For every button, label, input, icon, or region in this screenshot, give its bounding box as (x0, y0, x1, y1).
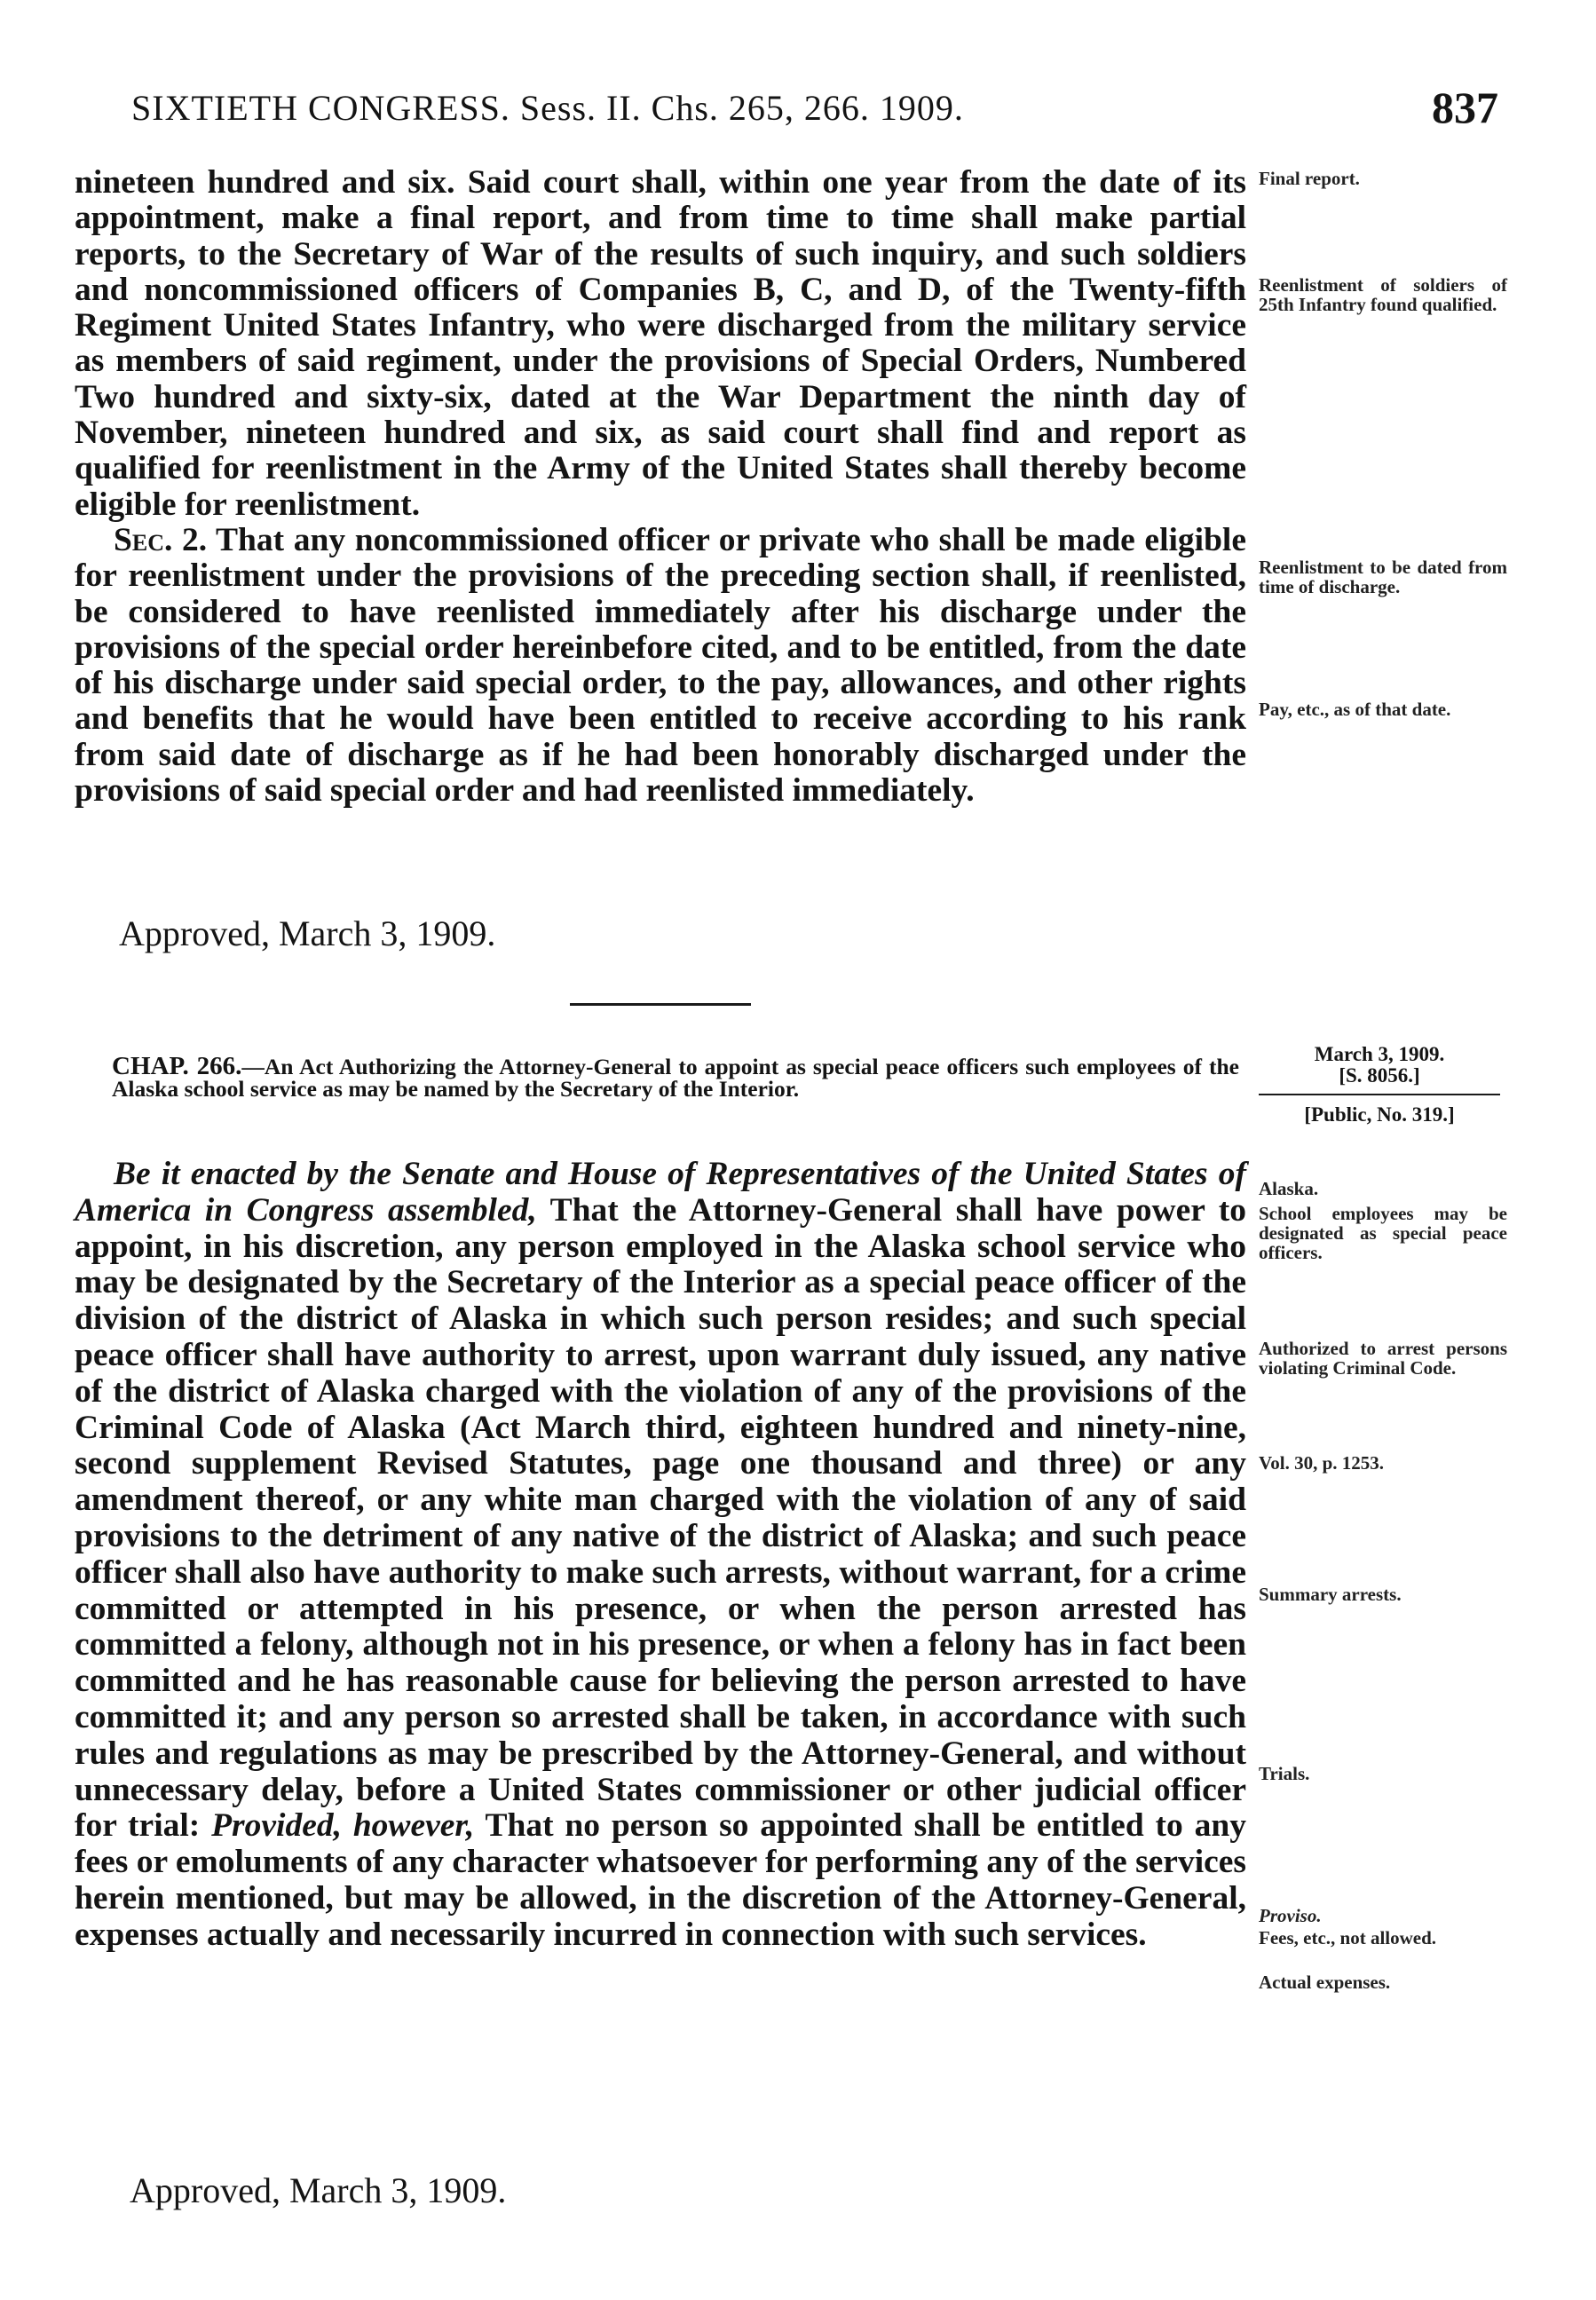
margin-note-summary-arrests: Summary arrests. (1259, 1584, 1402, 1605)
chapter-266-approved: Approved, March 3, 1909. (130, 2170, 507, 2210)
margin-note-authorized-arrest: Authorized to arrest persons violating Criminal Code. (1259, 1338, 1507, 1379)
margin-note-pay: Pay, etc., as of that date. (1259, 699, 1451, 720)
margin-note-alaska: Alaska. (1259, 1178, 1319, 1199)
sidebox-rule (1259, 1094, 1500, 1095)
margin-note-proviso (1259, 1906, 1507, 1925)
chapter-separator-rule (570, 1003, 751, 1006)
chapter-266-caption-text: —An Act Authorizing the Attorney-General to appoint as special peace officers such employees of the Alaska school service as may be named by the Secretary of the Interior. (112, 1054, 1239, 1102)
running-header (131, 82, 1498, 135)
chapter-266-text (75, 1157, 1246, 1954)
proviso-text: That no person so appointed shall be entitled to any fees or emoluments of any character whatsoever for performing any of the services herein mentioned, but may be allowed, in the discretion of the Attorney-General, expenses actually and necessarily incurred in connection with such services. (75, 1807, 1246, 1953)
chapter-266-body-text: That the Attorney-General shall have power to appoint, in his discretion, any person employed in the Alaska school service who may be designated by the Secretary of the Interior as a special peace officer of the division of the district of Alaska in which such person resides; and such special peace officer shall have authority to arrest, upon warrant duly issued, any native of the district of Alaska charged with the violation of any of the provisions of the Criminal Code of Alaska (Act March third, eighteen hundred and ninety-nine, second supplement Revised Statutes, page one thousand and three) or any amendment thereof, or any white man charged with the violation of any of said provisions to the detriment of any native of the district of Alaska; and such peace officer shall also have authority to make such arrests, without warrant, for a crime committed or attempted in his presence, or when the person arrested has committed a felony, although not in his presence, or when a felony has in fact been committed and he has reasonable cause for believing the person arrested to have committed it; and any person so arrested shall be taken, in accordance with such rules and regulations as may be prescribed by the Attorney-General, and without unnecessary delay, before a United States commissioner or other judicial officer for trial: (75, 1191, 1246, 1845)
section-2-label: Sec. 2. (114, 521, 208, 558)
chapter-265-approved: Approved, March 3, 1909. (119, 913, 496, 953)
page-number: 837 (1432, 83, 1498, 132)
enacting-clause: Be it enacted by the Senate and House of Representatives of the United States of America in Congress assembled, (75, 1156, 1246, 1229)
chapter-266-body (75, 1157, 1246, 1954)
proviso-note-label: Proviso. (1259, 1905, 1322, 1926)
margin-note-fees: Fees, etc., not allowed. (1259, 1927, 1437, 1948)
chapter-266-label: CHAP. 266. (112, 1052, 242, 1080)
chapter-266-sidebox (1259, 1044, 1500, 1126)
senate-bill-number: [S. 8056.] (1339, 1064, 1420, 1087)
margin-note-actual-expenses: Actual expenses. (1259, 1972, 1391, 1993)
margin-note-final-report: Final report. (1259, 168, 1360, 189)
section-2-text: That any noncommissioned officer or private who shall be made eligible for reenlistment under the provisions of the preceding section shall, if reenlisted, be considered to have reenlisted immediately after his discharge under the provisions of the special order hereinbefore cited, and to be entitled, from the date of his discharge under said special order, to the pay, allowances, and other rights and benefits that he would have been entitled to receive according to his rank from said date of discharge as if he had been honorably discharged under the provisions of said special order and had reenlisted immediately. (75, 521, 1246, 810)
chapter-265-body (75, 165, 1246, 809)
margin-note-reenlistment: Reenlistment of soldiers of 25th Infantry found qualified. (1259, 274, 1507, 315)
public-law-number: [Public, No. 319.] (1304, 1103, 1455, 1126)
running-title: SIXTIETH CONGRESS. Sess. II. Chs. 265, 266. 1909. (131, 88, 964, 128)
margin-note-trials: Trials. (1259, 1763, 1310, 1784)
proviso-lead: Provided, however, (211, 1807, 475, 1845)
chapter-265-continuation: nineteen hundred and six. Said court shall, within one year from the date of its appointment, make a final report, and from time to time shall make partial reports, to the Secretary of War of the results of such inquiry, and such soldiers and noncommissioned officers of Companies B, C, and D, of the Twenty-fifth Regiment United States Infantry, who were discharged from the military service as members of said regiment, under the provisions of Special Orders, Numbered Two hundred and sixty-six, dated at the War Department the ninth day of November, nineteen hundred and six, as said court shall find and report as qualified for reenlistment in the Army of the United States shall thereby become eligible for reenlistment. (75, 164, 1246, 523)
margin-note-dated-from-discharge: Reenlistment to be dated from time of discharge. (1259, 557, 1507, 597)
margin-note-school-employees: School employees may be designated as special peace officers. (1259, 1203, 1507, 1263)
approval-date: March 3, 1909. (1314, 1043, 1445, 1065)
chapter-266-caption (112, 1052, 1239, 1102)
chapter-265-section-2 (75, 523, 1246, 809)
margin-note-statute-reference: Vol. 30, p. 1253. (1259, 1452, 1385, 1474)
